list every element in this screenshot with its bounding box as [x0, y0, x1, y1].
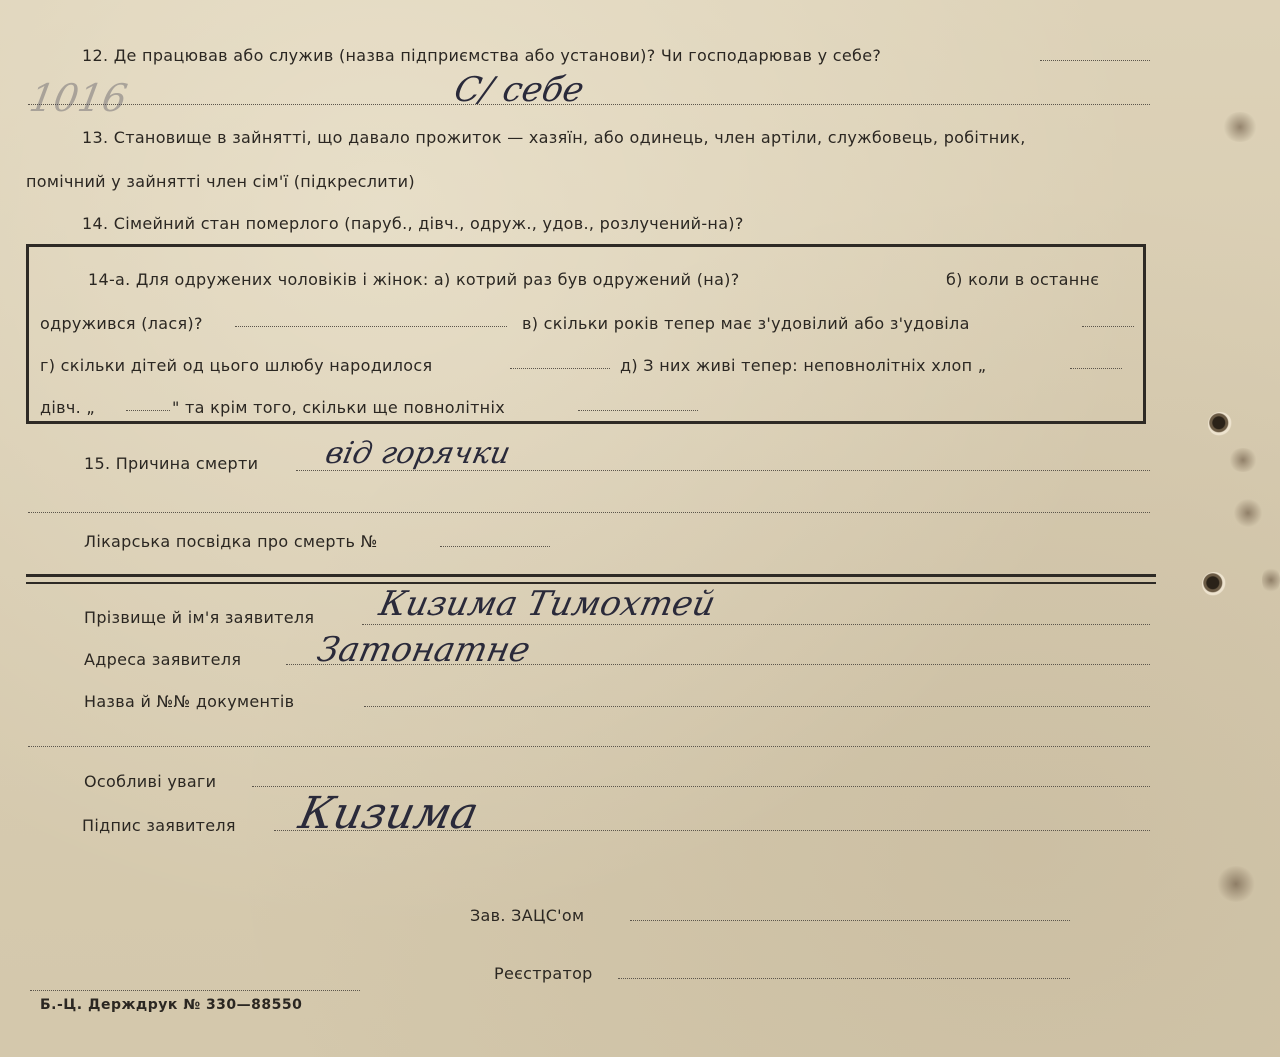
documents-label: Назва й №№ документів: [84, 692, 295, 711]
answer-15-handwritten: від горячки: [322, 436, 514, 471]
question-14: 14. Сімейний стан померлого (паруб., дівч., одруж., удов., розлучений-на)?: [82, 214, 744, 233]
question-13: 13. Становище в зайнятті, що давало прожиток — хазяїн, або одинець, член артіли, службовець, робітник,: [82, 128, 1026, 147]
answer-line: [126, 410, 170, 411]
question-14a-d: д) З них живі тепер: неповнолітніх хлоп „: [620, 356, 987, 375]
registrar-label: Реєстратор: [494, 964, 593, 983]
answer-line: [1040, 60, 1150, 61]
answer-line: [235, 326, 507, 327]
binding-hole: [1208, 412, 1232, 436]
answer-line: [364, 706, 1150, 707]
answer-line: [296, 470, 1150, 471]
notes-label: Особливі уваги: [84, 772, 217, 791]
paper-stain: [1262, 566, 1280, 594]
answer-line: [440, 546, 550, 547]
question-14a-a: 14-а. Для одружених чоловіків і жінок: а) котрий раз був одружений (на)?: [88, 270, 740, 289]
divider-rule: [26, 574, 1156, 577]
answer-line: [28, 512, 1150, 513]
printer-imprint: Б.-Ц. Держдрук № 330—88550: [40, 997, 303, 1013]
question-14a-v: в) скільки років тепер має з'удовілий або з'удовіла: [522, 314, 970, 333]
answer-line: [274, 830, 1150, 831]
binding-hole: [1202, 572, 1226, 596]
answer-line: [1082, 326, 1134, 327]
answer-line: [252, 786, 1150, 787]
head-label: Зав. ЗАЦС'ом: [470, 906, 585, 925]
answer-line: [286, 664, 1150, 665]
answer-line: [362, 624, 1150, 625]
applicant-address-handwritten: Затонатне: [313, 630, 534, 670]
answer-12-handwritten: С/ себе: [450, 70, 588, 110]
paper-stain: [1216, 866, 1256, 902]
question-15: 15. Причина смерти: [84, 454, 259, 473]
question-14a-girls: дівч. „: [40, 398, 95, 417]
answer-line: [630, 920, 1070, 921]
applicant-signature: Кизима: [294, 788, 483, 839]
applicant-address-label: Адреса заявителя: [84, 650, 242, 669]
question-14a-married: одружився (лася)?: [40, 314, 203, 333]
signature-label: Підпис заявителя: [82, 816, 236, 835]
question-14a-g: г) скільки дітей од цього шлюбу народилося: [40, 356, 433, 375]
answer-line: [1070, 368, 1122, 369]
applicant-name-label: Прізвище й ім'я заявителя: [84, 608, 315, 627]
answer-line: [510, 368, 610, 369]
question-14a-adults: " та крім того, скільки ще повнолітніх: [172, 398, 505, 417]
answer-line: [28, 746, 1150, 747]
question-14a-b: б) коли в останнє: [946, 270, 1100, 289]
footer-rule: [30, 990, 360, 991]
paper-stain: [1228, 448, 1258, 472]
faint-ink-mark: 1016: [26, 76, 131, 120]
answer-line: [578, 410, 698, 411]
applicant-name-handwritten: Кизима Тимохтей: [375, 584, 719, 624]
answer-line: [618, 978, 1070, 979]
question-13-cont: помічний у зайнятті член сім'ї (підкреслити): [26, 172, 415, 191]
question-12: 12. Де працював або служив (назва підприємства або установи)? Чи господарював у себе?: [82, 46, 882, 65]
medical-certificate-label: Лікарська посвідка про смерть №: [84, 532, 378, 551]
paper-stain: [1222, 112, 1258, 142]
paper-stain: [1234, 498, 1262, 528]
answer-line: [28, 104, 1150, 105]
